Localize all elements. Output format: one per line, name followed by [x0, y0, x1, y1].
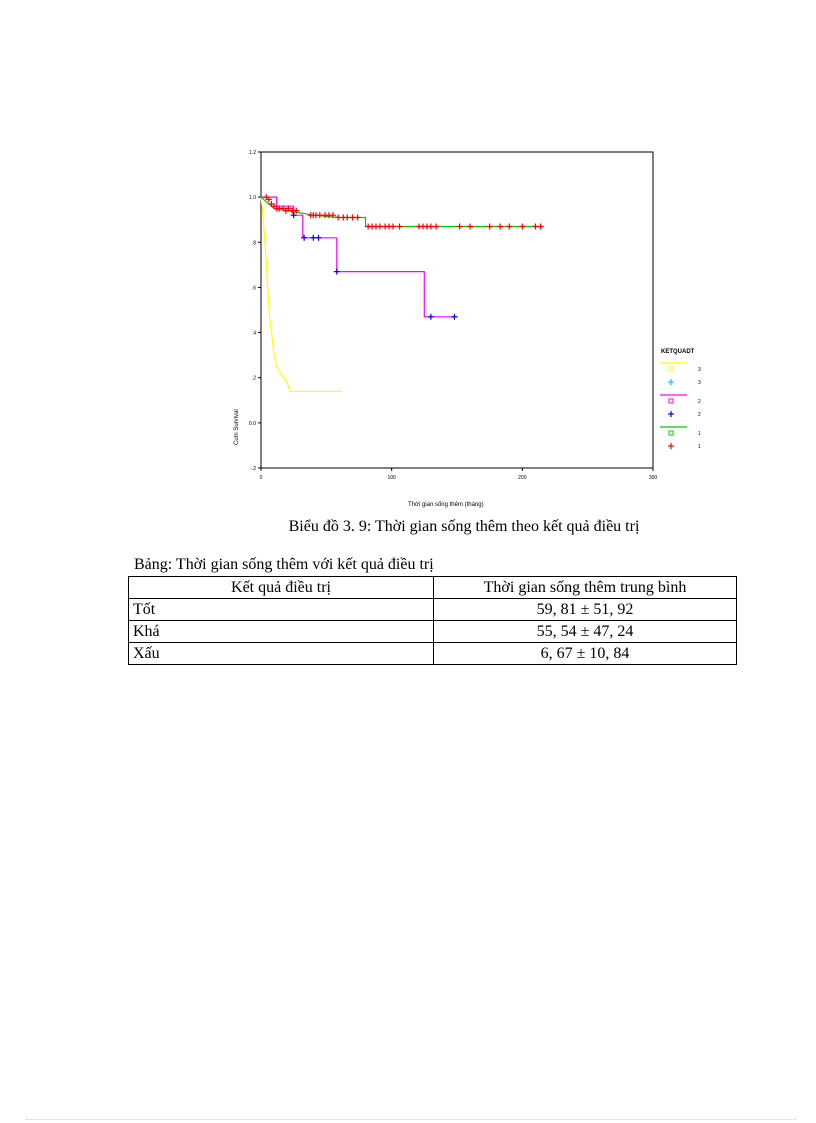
- legend-label: 2: [698, 412, 701, 418]
- censor-mark: [428, 223, 434, 229]
- legend-label: 3: [698, 367, 701, 373]
- x-tick-label: 0: [259, 475, 263, 481]
- y-tick-label: .6: [251, 285, 256, 292]
- censor-mark: [532, 223, 538, 229]
- censor-mark: [335, 214, 341, 220]
- censor-mark: [457, 223, 463, 229]
- legend-label: 1: [698, 444, 701, 450]
- y-tick-label: .4: [251, 330, 256, 337]
- chart-caption: Biểu đồ 3. 9: Thời gian sống thêm theo kết quả điều trị: [288, 518, 640, 535]
- legend-square: [669, 431, 673, 435]
- table-title: Bảng: Thời gian sống thêm với kết quả điều trị: [134, 556, 434, 573]
- y-tick-label: .2: [251, 375, 256, 382]
- censor-mark: [467, 223, 473, 229]
- series-line-2: [261, 197, 457, 317]
- legend: [660, 349, 701, 450]
- series-line-3: [261, 197, 342, 391]
- page-bottom-rule: [26, 1119, 796, 1120]
- y-tick-label: .8: [251, 240, 256, 247]
- x-tick-label: 300: [648, 475, 658, 481]
- x-axis-label: Thời gian sống thêm (tháng): [408, 502, 484, 508]
- y-tick-label: 1.0: [249, 195, 256, 202]
- header-result: Kết quả điều trị: [129, 577, 434, 599]
- survival-chart: [228, 145, 708, 515]
- table-row: [129, 621, 737, 643]
- censor-mark: [377, 223, 383, 229]
- censor-mark: [334, 269, 340, 275]
- censor-mark: [497, 223, 503, 229]
- table-row: [129, 643, 737, 665]
- censor-mark: [451, 314, 457, 320]
- legend-label: 2: [698, 399, 701, 405]
- x-tick-label: 100: [387, 475, 396, 481]
- legend-label: 3: [698, 380, 701, 386]
- censor-mark: [428, 314, 434, 320]
- row-label: Khá: [129, 621, 434, 643]
- table-header-row: [129, 577, 737, 599]
- x-tick-label: 200: [518, 475, 527, 481]
- row-value: 55, 54 ± 47, 24: [434, 621, 737, 643]
- censor-mark: [349, 214, 355, 220]
- row-value: 6, 67 ± 10, 84: [434, 643, 737, 665]
- survival-table: [128, 576, 737, 665]
- legend-square: [669, 367, 673, 371]
- censor-mark: [519, 223, 525, 229]
- censor-mark: [310, 235, 316, 241]
- censor-mark: [487, 223, 493, 229]
- y-tick-label: -.2: [250, 466, 256, 472]
- legend-title: KETQUADT: [661, 349, 695, 355]
- censor-mark: [397, 223, 403, 229]
- legend-label: 1: [698, 431, 701, 437]
- row-label: Xấu: [129, 643, 434, 665]
- censor-mark: [506, 223, 512, 229]
- censor-mark: [433, 223, 439, 229]
- censor-mark: [317, 212, 323, 218]
- y-axis-label: Cum Survival: [234, 409, 240, 445]
- plot-frame: [261, 152, 653, 468]
- y-tick-label: 0.0: [249, 420, 256, 427]
- header-survival: Thời gian sống thêm trung bình: [434, 577, 737, 599]
- censor-mark: [315, 235, 321, 241]
- censor-mark: [301, 235, 307, 241]
- censor-mark: [390, 223, 396, 229]
- x-axis: [260, 468, 658, 481]
- censor-mark: [344, 214, 350, 220]
- legend-square: [669, 399, 673, 403]
- y-tick-label: 1.2: [249, 150, 256, 156]
- row-value: 59, 81 ± 51, 92: [434, 599, 737, 621]
- table-row: [129, 599, 737, 621]
- y-axis: [249, 150, 261, 472]
- series-layer: [261, 194, 544, 391]
- censor-mark: [538, 223, 544, 229]
- row-label: Tốt: [129, 599, 434, 621]
- censor-mark: [355, 214, 361, 220]
